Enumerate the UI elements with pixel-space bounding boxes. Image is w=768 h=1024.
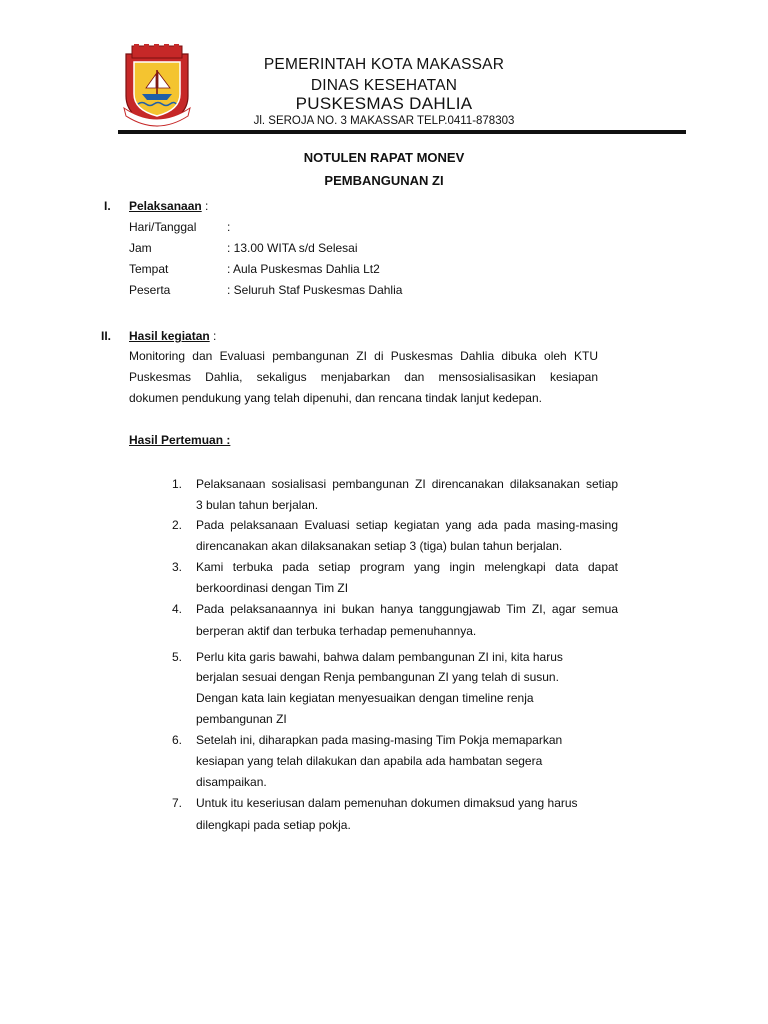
list-item-line: kesiapan yang telah dilakukan dan apabila ada hambatan segera (196, 754, 543, 768)
summary-line: Puskesmas Dahlia, sekaligus menjabarkan dan mensosialisasikan kesiapan (129, 370, 598, 384)
section1-heading (129, 199, 208, 213)
list-item-line: pembangunan ZI (196, 712, 287, 726)
list-item-number: 6. (172, 733, 183, 747)
header-institution: PUSKESMAS DAHLIA (295, 94, 473, 113)
list-item-line: Perlu kita garis bawahi, bahwa dalam pembangunan ZI ini, kita harus (196, 650, 563, 664)
section2-number: II. (101, 329, 112, 343)
list-item-line: Dengan kata lain kegiatan menyesuaikan dengan timeline renja (196, 691, 534, 705)
section2-heading-colon: : (209, 329, 217, 343)
list-item-line: Setelah ini, diharapkan pada masing-masing Tim Pokja memaparkan (196, 733, 563, 747)
list-item-line: direncanakan akan dilaksanakan setiap 3 (tiga) bulan tahun berjalan. (196, 539, 563, 553)
list-item-line: berperan aktif dan terbuka terhadap pemenuhannya. (196, 624, 477, 638)
field-label-participants: Peserta (129, 283, 171, 297)
list-item-number: 7. (172, 796, 183, 810)
list-item-number: 2. (172, 518, 183, 532)
field-label-time: Jam (129, 241, 152, 255)
document-subtitle: PEMBANGUNAN ZI (324, 173, 444, 188)
header-address: Jl. SEROJA NO. 3 MAKASSAR TELP.0411-878303 (253, 115, 515, 127)
field-label-place: Tempat (129, 262, 169, 276)
list-item-line: Pada pelaksanaan Evaluasi setiap kegiatan yang ada pada masing-masing (196, 518, 618, 532)
document-title: NOTULEN RAPAT MONEV (303, 150, 465, 165)
field-value-date: : (227, 220, 231, 234)
field-value-participants: : Seluruh Staf Puskesmas Dahlia (227, 283, 403, 297)
section2-heading-label: Hasil kegiatan (129, 329, 210, 343)
field-value-place: : Aula Puskesmas Dahlia Lt2 (227, 262, 380, 276)
list-item-line: Untuk itu keseriusan dalam pemenuhan dokumen dimaksud yang harus (196, 796, 578, 810)
list-item-number: 3. (172, 560, 183, 574)
section1-heading-colon: : (201, 199, 209, 213)
list-item-line: dilengkapi pada setiap pokja. (196, 818, 351, 832)
makassar-city-emblem-icon (122, 44, 192, 128)
header-government: PEMERINTAH KOTA MAKASSAR (263, 56, 505, 73)
section1-number: I. (104, 199, 111, 213)
list-item-line: Pelaksanaan sosialisasi pembangunan ZI direncanakan dilaksanakan setiap (196, 477, 618, 491)
list-item-line: Pada pelaksanaannya ini bukan hanya tanggungjawab Tim ZI, agar semua (196, 602, 618, 616)
list-item-number: 4. (172, 602, 183, 616)
list-item-line: 3 bulan tahun berjalan. (196, 498, 319, 512)
section2-heading (129, 329, 216, 343)
header-divider (118, 130, 686, 134)
list-item-line: berkoordinasi dengan Tim ZI (196, 581, 349, 595)
summary-line: Monitoring dan Evaluasi pembangunan ZI di Puskesmas Dahlia dibuka oleh KTU (129, 349, 598, 363)
field-value-time: : 13.00 WITA s/d Selesai (227, 241, 358, 255)
list-item-line: berjalan sesuai dengan Renja pembangunan ZI yang telah di susun. (196, 670, 559, 684)
list-item-number: 5. (172, 650, 183, 664)
list-item-line: disampaikan. (196, 775, 267, 789)
section1-heading-label: Pelaksanaan (129, 199, 202, 213)
list-item-number: 1. (172, 477, 183, 491)
summary-line: dokumen pendukung yang telah dipenuhi, dan rencana tindak lanjut kedepan. (129, 391, 542, 405)
list-item-line: Kami terbuka pada setiap program yang ingin melengkapi data dapat (196, 560, 618, 574)
results-heading: Hasil Pertemuan : (129, 433, 231, 447)
field-label-date: Hari/Tanggal (129, 220, 197, 234)
header-agency: DINAS KESEHATAN (310, 77, 458, 94)
